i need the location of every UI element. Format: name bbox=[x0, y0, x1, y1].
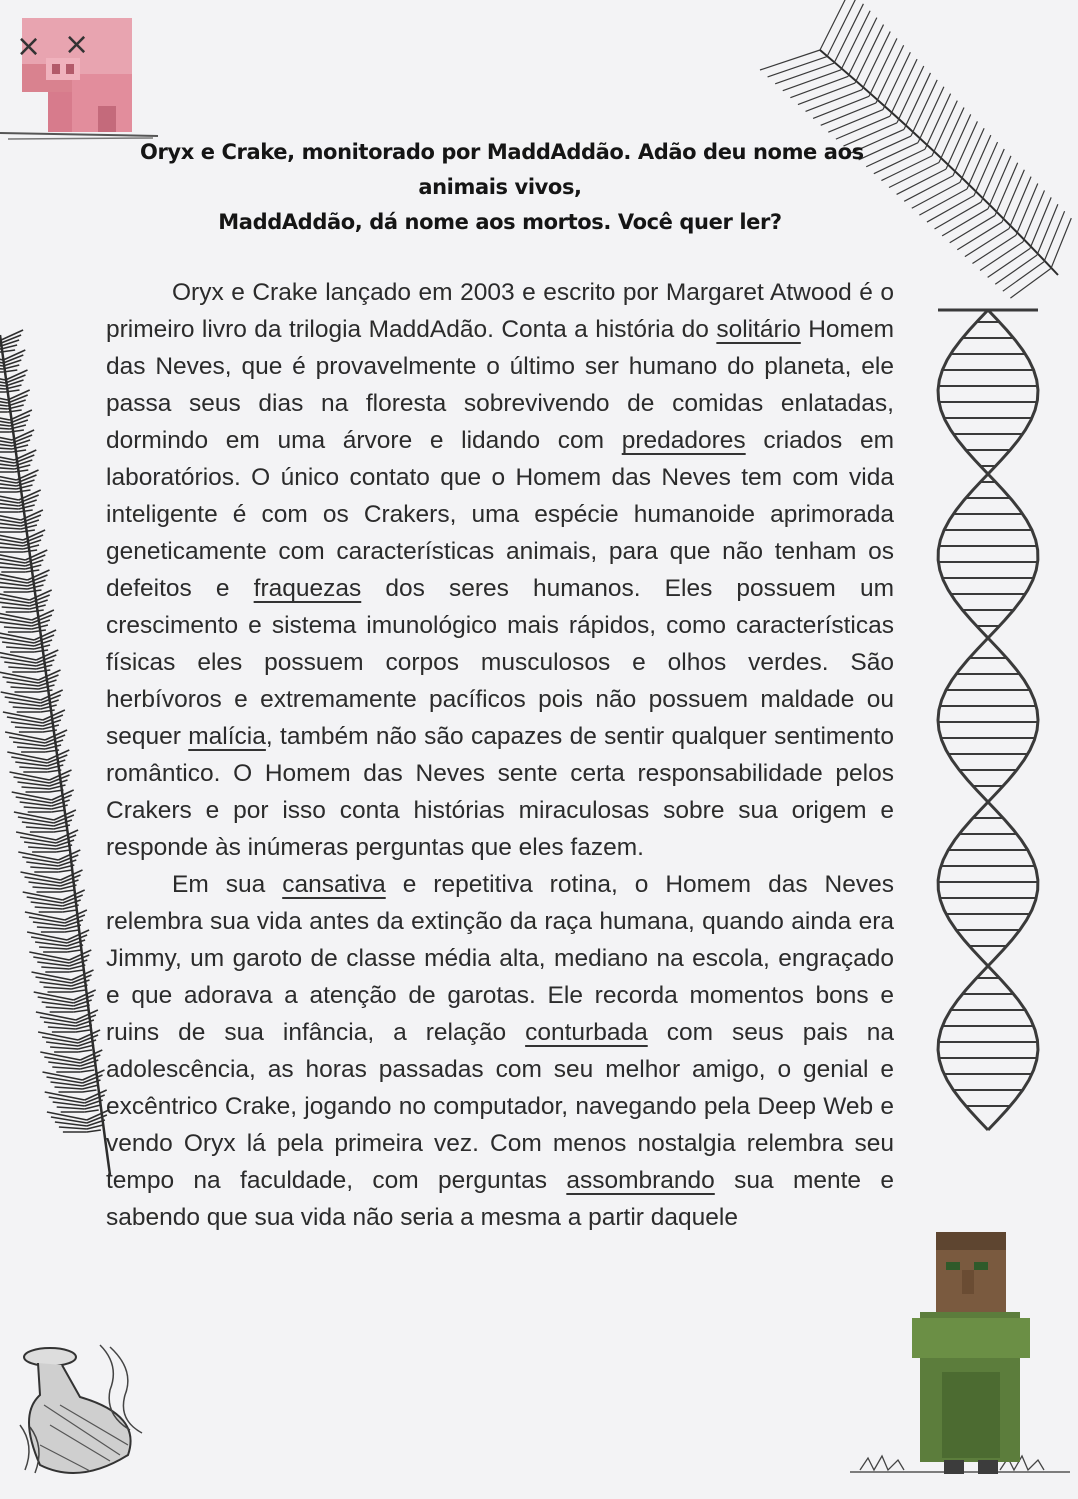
p1-underlined-1: solitário bbox=[716, 316, 801, 343]
title-line-1: Oryx e Crake, monitorado por MaddAddão. Adão deu nome aos bbox=[140, 140, 864, 164]
p1-text-1: Oryx e Crake lançado em 2003 e escrito por Margaret Atwood é o primeiro livro da trilogia MaddAdão. Conta a história do bbox=[106, 279, 894, 343]
document-title bbox=[140, 135, 864, 240]
svg-text:×: × bbox=[64, 27, 90, 62]
p2-text-4: sua mente e sabendo que sua vida não seria a mesma a partir daquele bbox=[106, 1167, 894, 1231]
p1-text-4: dos seres humanos. Eles possuem um crescimento e sistema imunológico mais rápidos, como características físicas eles possuem corpos musculosos e olhos verdes. São herbívoros e extremamente pacíficos pois não possuem maldade ou sequer bbox=[106, 575, 894, 750]
svg-text:×: × bbox=[16, 29, 42, 64]
p1-text-3: criados em laboratórios. O único contato que o Homem das Neves tem com vida inteligente é com os Crakers, uma espécie humanoide aprimorada geneticamente com características animais, para que não tenham os defeitos e bbox=[106, 427, 894, 602]
pig-sticker-icon bbox=[8, 18, 138, 143]
flask-drawing-icon bbox=[10, 1335, 180, 1485]
p1-text-5: , também não são capazes de sentir qualquer sentimento romântico. O Homem das Neves sente certa responsabilidade pelos Crakers e por isso conta histórias miraculosas sobre sua origem e responde às inúmeras perguntas que eles fazem. bbox=[106, 723, 894, 861]
review-body bbox=[106, 274, 894, 1236]
p2-text-3: com seus pais na adolescência, as horas passadas com seu melhor amigo, o genial e excêntrico Crake, jogando no computador, navegando pela Deep Web e vendo Oryx lá pela primeira vez. Com menos nostalgia relembra seu tempo na faculdade, com perguntas bbox=[106, 1019, 894, 1194]
p2-text-1: Em sua bbox=[172, 871, 283, 898]
dna-helix-drawing-icon bbox=[918, 300, 1058, 1140]
p1-underlined-4: malícia bbox=[188, 723, 266, 750]
title-line-2: animais vivos, bbox=[418, 175, 582, 199]
p2-underlined-2: conturbada bbox=[525, 1019, 648, 1046]
p2-underlined-3: assombrando bbox=[566, 1167, 715, 1194]
p2-text-2: e repetitiva rotina, o Homem das Neves relembra sua vida antes da extinção da raça humana, quando ainda era Jimmy, um garoto de classe média alta, mediano na escola, engraçado e que adorava a atenção de garotas. Ele recorda momentos bons e ruins de sua infância, a relação bbox=[106, 871, 894, 1046]
p1-underlined-3: fraquezas bbox=[253, 575, 362, 602]
paragraph-2 bbox=[106, 866, 894, 1236]
paragraph-1 bbox=[106, 274, 894, 866]
p2-underlined-1: cansativa bbox=[282, 871, 386, 898]
p1-text-2: Homem das Neves, que é provavelmente o último ser humano do planeta, ele passa seus dias na floresta sobrevivendo de comidas enlatadas, dormindo em uma árvore e lidando com bbox=[106, 316, 895, 454]
title-line-3: MaddAddão, dá nome aos mortos. Você quer ler? bbox=[218, 210, 782, 234]
p1-underlined-2: predadores bbox=[621, 427, 746, 454]
villager-sticker-icon bbox=[850, 1232, 1070, 1494]
fern-drawing-icon bbox=[0, 330, 110, 1180]
